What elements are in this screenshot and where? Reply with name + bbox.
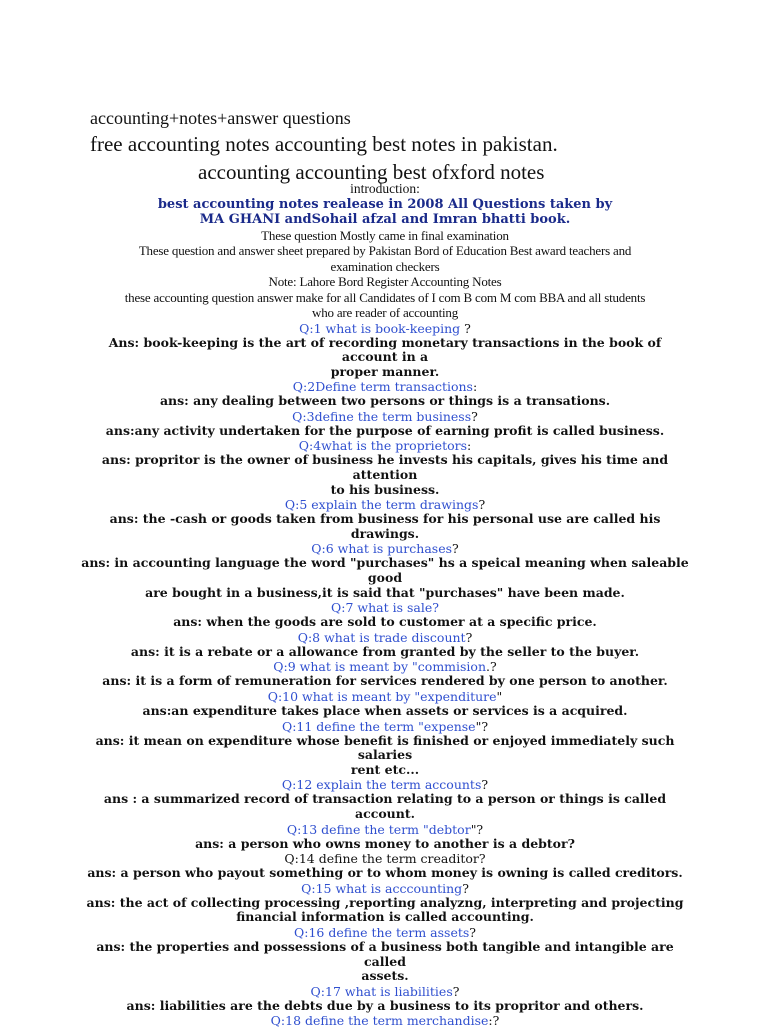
question-link[interactable] [80, 379, 690, 394]
question-text[interactable]: Q:18 define the term merchandise [271, 1013, 489, 1028]
question-text[interactable]: Q:16 define the term assets [294, 925, 469, 940]
question-punctuation: ? [464, 321, 471, 336]
question-punctuation: " [497, 689, 503, 704]
answer-line: ans: a person who owns money to another is a debtor? [80, 837, 690, 852]
question-punctuation: ? [452, 541, 459, 556]
answer-line: rent etc... [80, 763, 690, 778]
question-link[interactable] [80, 689, 690, 704]
question-text[interactable]: Q:12 explain the term accounts [282, 777, 481, 792]
answer-line: ans: a person who payout something or to whom money is owning is called creditors. [80, 866, 690, 881]
question-text[interactable]: Q:5 explain the term drawings [285, 497, 479, 512]
question-punctuation: ? [481, 777, 488, 792]
question-link[interactable] [80, 438, 690, 453]
question-text[interactable]: Q:6 what is purchases [311, 541, 452, 556]
answer-line: Ans: book-keeping is the art of recording monetary transactions in the book of account in a [80, 336, 690, 365]
question-punctuation: : [467, 438, 471, 453]
answer-line: financial information is called accounting. [80, 910, 690, 925]
question-punctuation: ? [466, 630, 473, 645]
title-block [90, 107, 730, 185]
question-punctuation: ? [453, 984, 460, 999]
question-link[interactable] [80, 600, 690, 615]
answer-line: assets. [80, 969, 690, 984]
question-link [80, 851, 690, 866]
question-text[interactable]: Q:10 what is meant by "expenditure [268, 689, 497, 704]
question-punctuation: :? [488, 1013, 499, 1028]
question-link[interactable] [80, 1013, 690, 1028]
question-link[interactable] [80, 630, 690, 645]
question-link[interactable] [80, 822, 690, 837]
question-punctuation: ? [462, 881, 469, 896]
title-line-3: accounting accounting best ofxford notes [198, 159, 730, 185]
answer-line: ans: the properties and possessions of a business both tangible and intangible are called [80, 940, 690, 969]
question-link[interactable] [80, 321, 690, 336]
question-text[interactable]: Q:11 define the term "expense [282, 719, 476, 734]
answer-line: ans: when the goods are sold to customer at a specific price. [80, 615, 690, 630]
question-link[interactable] [80, 984, 690, 999]
question-link[interactable] [80, 497, 690, 512]
question-text[interactable]: Q:4what is the proprietors [299, 438, 467, 453]
answer-line: ans:any activity undertaken for the purpose of earning profit is called business. [80, 424, 690, 439]
intro-line-3: examination checkers [80, 259, 690, 275]
question-text[interactable]: Q:1 what is book-keeping [299, 321, 464, 336]
question-punctuation: "? [476, 719, 488, 734]
question-text[interactable]: Q:15 what is acccounting [301, 881, 462, 896]
question-link[interactable] [80, 777, 690, 792]
answer-line: ans: propritor is the owner of business he invests his capitals, gives his time and attention [80, 453, 690, 482]
answer-line: ans: it is a rebate or a allowance from granted by the seller to the buyer. [80, 645, 690, 660]
intro-line-2: These question and answer sheet prepared by Pakistan Bord of Education Best award teachers and [80, 243, 690, 259]
question-text[interactable]: Q:2Define term transactions [293, 379, 473, 394]
answer-line: ans : a summarized record of transaction relating to a person or things is called account. [80, 792, 690, 821]
question-text[interactable]: Q:17 what is liabilities [311, 984, 453, 999]
question-text[interactable]: Q:9 what is meant by "commision [273, 659, 486, 674]
question-punctuation: "? [471, 822, 483, 837]
question-punctuation: ? [471, 409, 478, 424]
answer-line: to his business. [80, 483, 690, 498]
question-link[interactable] [80, 719, 690, 734]
intro-line-5: these accounting question answer make for all Candidates of I com B com M com BBA and all students [80, 290, 690, 306]
intro-highlight-1: best accounting notes realease in 2008 All Questions taken by [80, 197, 690, 213]
question-text: Q:14 define the term creaditor? [284, 851, 485, 866]
answer-line: proper manner. [80, 365, 690, 380]
question-text[interactable]: Q:13 define the term "debtor [287, 822, 471, 837]
answer-line: ans: any dealing between two persons or things is a transations. [80, 394, 690, 409]
intro-line-6: who are reader of accounting [80, 305, 690, 321]
answer-line: ans: in accounting language the word "purchases" hs a speical meaning when saleable good [80, 556, 690, 585]
intro-line-4: Note: Lahore Bord Register Accounting Notes [80, 274, 690, 290]
question-link[interactable] [80, 541, 690, 556]
question-text[interactable]: Q:3define the term business [292, 409, 471, 424]
question-punctuation: : [473, 379, 477, 394]
question-punctuation: ? [478, 497, 485, 512]
question-link[interactable] [80, 409, 690, 424]
question-link[interactable] [80, 925, 690, 940]
question-punctuation: ? [469, 925, 476, 940]
question-punctuation: .? [486, 659, 497, 674]
intro-highlight-2: MA GHANI andSohail afzal and Imran bhatti book. [80, 212, 690, 228]
answer-line: ans: liabilities are the debts due by a business to its propritor and others. [80, 999, 690, 1014]
question-link[interactable] [80, 659, 690, 674]
question-text[interactable]: Q:8 what is trade discount [298, 630, 466, 645]
intro-heading: introduction: [80, 181, 690, 197]
answer-line: are bought in a business,it is said that "purchases" have been made. [80, 586, 690, 601]
title-line-2: free accounting notes accounting best notes in pakistan. [90, 131, 730, 157]
document-body [80, 181, 690, 1028]
question-text[interactable]: Q:7 what is sale? [331, 600, 439, 615]
qa-list [80, 321, 690, 1028]
question-link[interactable] [80, 881, 690, 896]
intro-line-1: These question Mostly came in final examination [80, 228, 690, 244]
title-line-1: accounting+notes+answer questions [90, 107, 730, 129]
answer-line: ans: the act of collecting processing ,reporting analyzng, interpreting and projecting [80, 896, 690, 911]
answer-line: ans: the -cash or goods taken from business for his personal use are called his drawings. [80, 512, 690, 541]
answer-line: ans: it is a form of remuneration for services rendered by one person to another. [80, 674, 690, 689]
answer-line: ans:an expenditure takes place when assets or services is a acquired. [80, 704, 690, 719]
answer-line: ans: it mean on expenditure whose benefit is finished or enjoyed immediately such salaries [80, 734, 690, 763]
